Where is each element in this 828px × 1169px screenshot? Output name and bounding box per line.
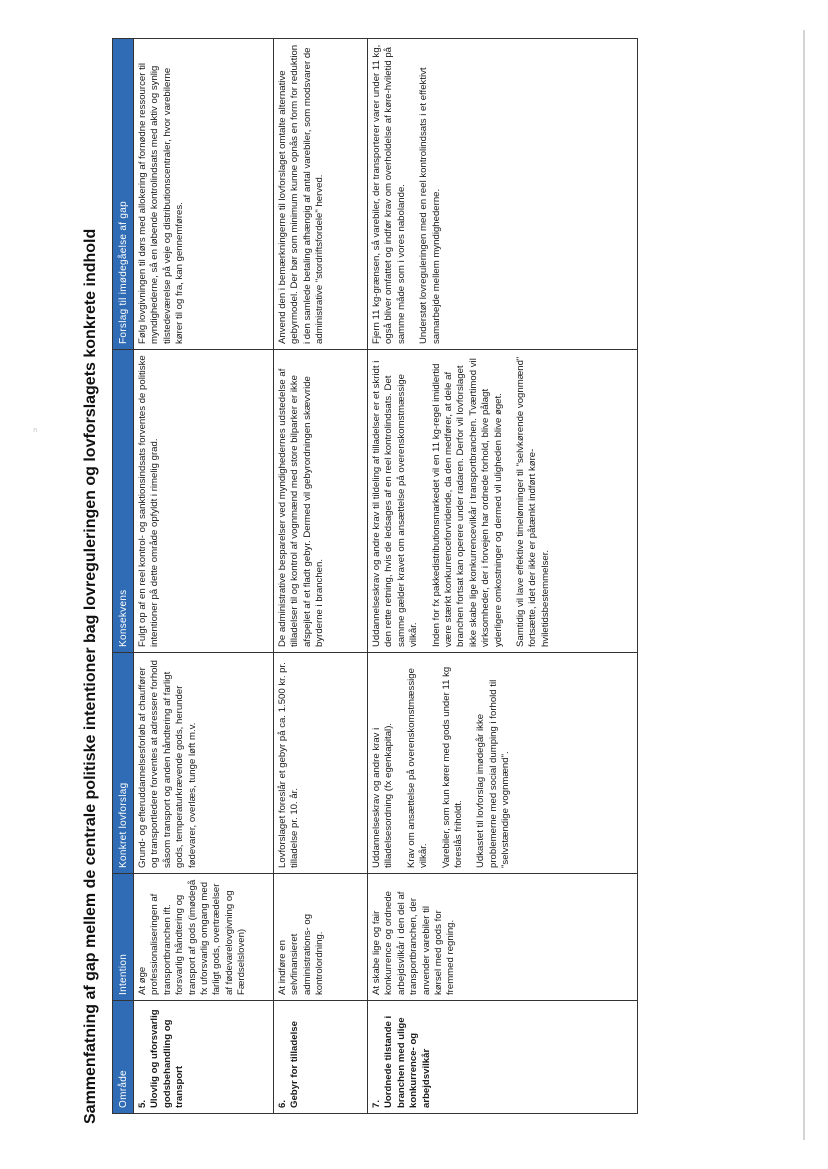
- header-omraade: Område: [113, 1001, 134, 1114]
- area-text: Ulovlig og uforsvarlig godsbehandling og transport: [149, 1009, 186, 1108]
- consequence-text: Fulgt op af en reel kontrol- og sanktionsindsats forventes de politiske intentioner på dette område opfyldt i rimelig grad.: [137, 355, 161, 647]
- consequence-text: Inden for fx pakkedistributionsmarkedet vil en 11 kg-regel imidlertid være stærkt konkurrenceforvridende, da den medfører, at dele af branchen fortsat kan operere under radaren. Derfor vil lovforslaget ikke skabe lige konkurrencevilkår i transportbranchen. Tværtimod vil virksomheder, der i forvejen har ordnede forhold, blive pålagt yderligere omkostninger og dermed vil uligheden blive øget.: [430, 358, 504, 647]
- header-row: [113, 39, 134, 1114]
- row-number: 6.: [277, 1099, 288, 1108]
- consequence-text: Samtidig vil lave effektive timelønninger til "selvkørende vognmænd" fortsætte, idet der ikke er påtænkt indført køre-hviletidsbestemmelser.: [515, 356, 551, 647]
- intention-cell: At skabe lige og fair konkurrence og ordnede arbejdsvilkår i den del af transportbranchen, der anvender varebiler til kørsel med gods for fremmed regning.: [368, 874, 638, 1001]
- suggestion-text: Understøt lovreguleringen med en reel kontrolindsats i et effektivt samarbejde mellem myndighederne.: [418, 67, 442, 344]
- area-cell: [274, 1001, 368, 1114]
- suggestion-text: Anvend den i bemærkningerne til lovforslaget omtalte alternative gebyrmodel. Der bør som minimum kunne opnås en form for reduktion i den samlede betaling afhængig af antal varebiler, som modsvarer de administrative "stordriftsfordele" herved.: [277, 44, 326, 344]
- header-konsekvens: Konsekvens: [113, 350, 134, 653]
- table-row: [134, 39, 274, 1114]
- proposal-text: Grund- og efteruddannelsesforløb af chauffører og transportledere forventes at adressere forhold såsom transport og anden håndtering af farligt gods, temperaturkrævende gods, herunder fødevarer, overlæs, tunge løft m.v.: [137, 660, 198, 868]
- suggestion-cell: [368, 39, 638, 350]
- proposal-text: Lovforslaget foreslår et gebyr på ca. 1.500 kr. pr. tilladelse pr. 10. år.: [277, 662, 301, 868]
- header-forslag: Forslag til imødegåelse af gap: [113, 39, 134, 350]
- consequence-text: Uddannelseskrav og andre krav til tildeling af tilladelser er et skridt i den rette retning, hvis de ledsages af en reel kontrolindsats. Det samme gælder kravet om ansættelse på overenskomstmæssige vilkår.: [371, 360, 420, 647]
- suggestion-cell: [274, 39, 368, 350]
- intention-cell: At indføre en selvfinansieret administrations- og kontrolordning.: [274, 874, 368, 1001]
- suggestion-text: Følg lovgivningen til dørs med allokering af fornødne ressourcer til myndighederne, så en løbende kontrolindsats med aktiv og synlig tilstedeværelse på veje og distributionscentraler, hvor varebilerne kører til og fra, kan gennemføres.: [137, 62, 186, 344]
- proposal-text: Krav om ansættelse på overenskomstmæssige vilkår.: [405, 668, 430, 868]
- table-row: [274, 39, 368, 1114]
- proposal-text: Udkastet til lovforslag imødegår ikke problemerne med social dumping i forhold til "selvstændige vognmænd".: [475, 679, 512, 868]
- proposal-cell: [134, 653, 274, 874]
- header-intention: Intention: [113, 874, 134, 1001]
- table-row: [368, 39, 638, 1114]
- intention-cell: At øge professionaliseringen af transportbranchen ift. forsvarlig håndtering og transport af gods (imødegå fx uforsvarlig omgang med farligt gods, overtrædelser af fødevarelovgivning og Færdselsloven): [134, 874, 274, 1001]
- row-number: 5.: [137, 1099, 148, 1108]
- proposal-text: Varebiler, som kun kører med gods under 11 kg foreslås friholdt.: [440, 666, 465, 868]
- proposal-cell: [274, 653, 368, 874]
- area-cell: [134, 1001, 274, 1114]
- proposal-text: Uddannelseskrav og andre krav i tilladelsesordning (fx egenkapital).: [371, 722, 395, 868]
- scan-mark: ⁿ: [33, 424, 38, 438]
- area-cell: [368, 1001, 638, 1114]
- page-title: Sammenfatning af gap mellem de centrale politiske intentioner bag lovreguleringen og lovforslagets konkrete indhold: [82, 228, 99, 1124]
- proposal-cell: [368, 653, 638, 874]
- suggestion-cell: [134, 39, 274, 350]
- consequence-cell: [274, 350, 368, 653]
- row-number: 7.: [371, 1099, 382, 1108]
- area-text: Gebyr for tilladelse: [289, 1021, 301, 1108]
- suggestion-text: Fjern 11 kg-grænsen, så varebiler, der transporterer varer under 11 kg, også bliver omfattet og indfør krav om overholdelse af køre-hviletid på samme måde som i vores nabolande.: [371, 44, 407, 344]
- consequence-cell: [134, 350, 274, 653]
- consequence-text: De administrative besparelser ved myndighedernes udstedelse af tilladelser til og kontrol af vognmænd med store bilparker er ikke afspejlet af et fladt gebyr. Dermed vil gebyrordningen skævvride byrderne i branchen.: [277, 368, 326, 647]
- header-konkret-lovforslag: Konkret lovforslag: [113, 653, 134, 874]
- area-text: Uordnede tilstande i branchen med ulige konkurrence- og arbejdsvilkår: [383, 1015, 432, 1108]
- consequence-cell: [368, 350, 638, 653]
- gap-table: [112, 38, 638, 1114]
